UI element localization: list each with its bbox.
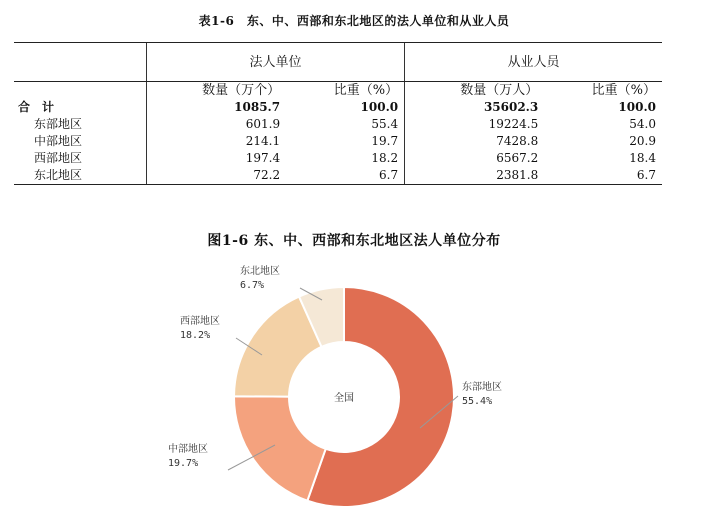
table-cell: 100.0	[360, 100, 399, 114]
group-header-legal-units: 法人单位	[147, 43, 405, 82]
table-cell: 55.4	[371, 117, 399, 131]
table-cell: 20.9	[629, 134, 656, 148]
donut-center-label: 全国	[334, 393, 354, 404]
figure-title: 图1-6 东、中、西部和东北地区法人单位分布	[207, 233, 501, 249]
table-cell: 35602.3	[405, 99, 545, 116]
total-label: 合 计	[18, 100, 55, 114]
table-cell: 214.1	[147, 133, 287, 150]
slice-label-central: 中部地区	[168, 444, 208, 455]
table-cell: 72.2	[147, 167, 287, 185]
group-header-employees: 从业人员	[405, 43, 662, 82]
table-cell: 6567.2	[405, 150, 545, 167]
row-label: 东北地区	[14, 167, 147, 185]
table-cell: 19224.5	[405, 116, 545, 133]
slice-value-central: 19.7%	[168, 458, 199, 469]
table-cell: 2381.8	[405, 167, 545, 185]
col-header-units-share: 比重（%）	[333, 83, 399, 98]
slice-value-east: 55.4%	[462, 396, 493, 407]
table-cell: 54.0	[629, 117, 656, 131]
slice-value-northeast: 6.7%	[240, 280, 265, 291]
table-cell: 6.7	[286, 167, 405, 185]
table-title: 表1-6 东、中、西部和东北地区的法人单位和从业人员	[198, 14, 510, 28]
col-header-employees-count: 数量（万人）	[405, 82, 545, 100]
col-header-employees-share: 比重（%）	[591, 83, 656, 98]
table-cell: 7428.8	[405, 133, 545, 150]
slice-label-east: 东部地区	[462, 382, 502, 393]
row-label: 中部地区	[34, 134, 83, 148]
table-cell: 100.0	[618, 100, 656, 114]
table-cell: 1085.7	[147, 99, 287, 116]
table-cell: 19.7	[371, 134, 399, 148]
table-cell: 197.4	[147, 150, 287, 167]
table-cell: 601.9	[147, 116, 287, 133]
slice-label-northeast: 东北地区	[240, 266, 280, 277]
table-cell: 6.7	[544, 167, 662, 185]
row-label: 西部地区	[34, 151, 83, 165]
table-cell: 18.2	[371, 151, 399, 165]
row-label: 东部地区	[34, 117, 83, 131]
slice-central	[234, 396, 326, 500]
table-cell: 18.4	[629, 151, 656, 165]
slice-value-west: 18.2%	[180, 330, 211, 341]
col-header-units-count: 数量（万个）	[147, 82, 287, 100]
slice-label-west: 西部地区	[180, 316, 220, 327]
